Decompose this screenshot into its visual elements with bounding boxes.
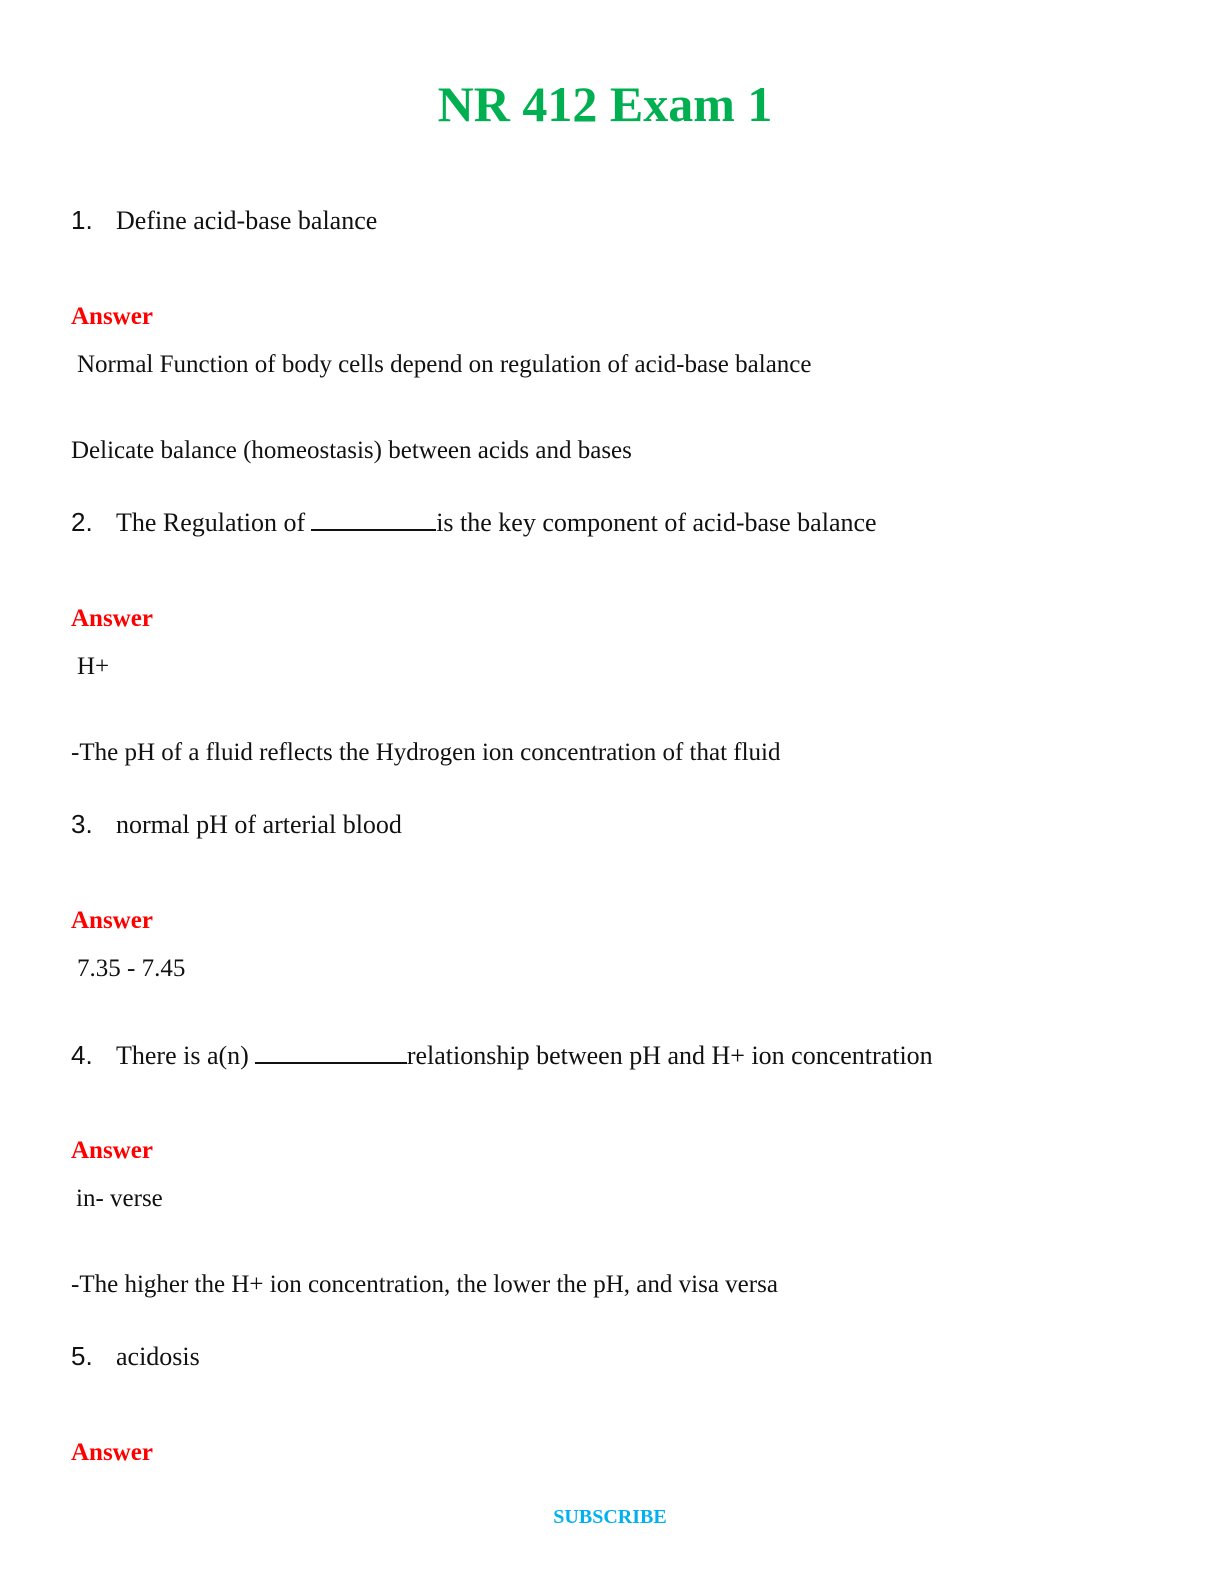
answer-note: -The pH of a fluid reflects the Hydrogen ion concentration of that fluid [71,739,781,766]
question-number: 2. [71,507,93,537]
question-text: acidosis [116,1342,200,1371]
answer-label: Answer [71,605,153,632]
page-title: NR 412 Exam 1 [437,76,773,132]
question-number: 5. [71,1341,93,1371]
question-text: Define acid-base balance [116,206,378,235]
question-4 [71,1040,933,1071]
question-text-after: is the key component of acid-base balance [436,508,877,537]
fill-in-blank [311,509,436,531]
fill-in-blank [255,1042,407,1064]
answer-label: Answer [71,907,153,934]
answer-text: 7.35 - 7.45 [77,955,186,982]
answer-label: Answer [71,1137,153,1164]
question-3 [71,809,402,840]
answer-text: H+ [77,653,110,680]
answer-label: Answer [71,1439,153,1466]
question-text-after: relationship between pH and H+ ion concentration [406,1041,933,1070]
answer-note: Delicate balance (homeostasis) between acids and bases [71,437,632,464]
question-number: 4. [71,1040,93,1070]
question-2 [71,507,877,538]
answer-label: Answer [71,303,153,330]
question-text-before: The Regulation of [116,508,306,537]
answer-note: -The higher the H+ ion concentration, the lower the pH, and visa versa [71,1271,778,1298]
question-5 [71,1341,200,1372]
answer-text: Normal Function of body cells depend on regulation of acid-base balance [77,351,812,378]
question-1 [71,205,377,236]
subscribe-link[interactable]: SUBSCRIBE [553,1506,667,1528]
question-text-before: There is a(n) [116,1041,249,1070]
question-number: 3. [71,809,93,839]
question-text: normal pH of arterial blood [116,810,402,839]
question-number: 1. [71,205,93,235]
answer-text: in- verse [76,1185,163,1212]
